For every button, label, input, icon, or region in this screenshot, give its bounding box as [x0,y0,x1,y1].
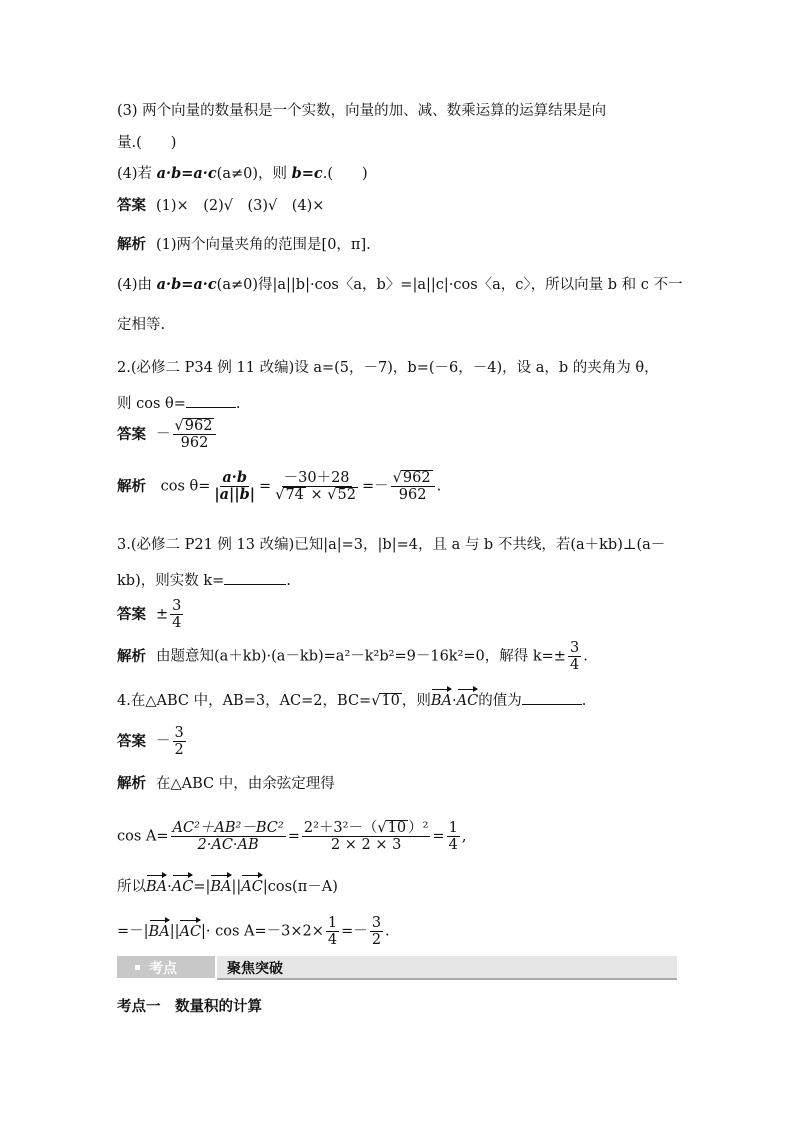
q3-line1 [117,101,606,121]
cos-a-formula: cos A= $\frac{\text{AC²＋AB²－BC²}}{2\cdot AC\cdot AB}$ = $\frac{\text{2²＋3²－（√10 ）²}}{2 \times 2 \times 3}$ = $\frac{1}{4}$ , [117,820,467,853]
vector-ac: AC [241,879,263,895]
answer3-fraction: $\frac{3}{4}$ [172,598,182,631]
problem3-line1 [117,535,665,555]
problem4-rad: 10 [381,693,400,709]
answer-label: 答案 [117,425,146,443]
problem3-text1: 3.(必修二 P21 例 13 改编)已知|a|=3，|b|=4，且 a 与 b 不共线，若(a＋kb)⊥(a－ [117,537,666,553]
answer4-fraction: $\frac{3}{2}$ [174,725,184,758]
analysis1-line [117,235,371,255]
analysis3-line: 解析 由题意知(a＋kb)·(a－kb)=a²－k²b²=9－16k²=0，解得 k=± $\frac{3}{4}$ . [117,640,588,673]
analysis4b-line [117,774,335,794]
analysis1-text: (1)两个向量夹角的范围是[0，π]. [156,237,371,253]
square-bullet-icon [135,965,140,970]
q4-mid: ，则 [258,166,292,182]
vector-ba: BA [146,879,168,895]
answer2-num: 962 [184,418,213,434]
cos-a-frac1: $\frac{\text{AC²＋AB²－BC²}}{2\cdot AC\cdot AB}$ [172,820,284,853]
answer-blank [186,393,236,408]
q3-line2 [117,133,176,153]
answer2-den: 962 [180,435,209,451]
step2-bar: || [169,923,180,940]
problem2-text2: 则 cos θ= [117,396,186,412]
vector-ba: BA [210,879,232,895]
q4-end: .( ) [322,166,368,182]
answer2-line [117,418,218,451]
answer-label: 答案 [117,197,146,214]
step1-bar: || [231,879,242,895]
problem2-text1: 2.(必修二 P34 例 11 改编)设 a=(5，－7)，b=(－6，－4)，设 a，b 的夹角为 θ， [117,360,659,376]
q4-concl: b=c [291,165,323,182]
analysis-label: 解析 [117,236,146,253]
answer4-line [117,725,188,758]
q4-pre: (4)若 [117,166,157,182]
analysis4-pre: (4)由 [117,277,157,293]
step2-frac1: $\frac{1}{4}$ [327,915,338,948]
q3-text2: 量.( ) [117,135,177,151]
problem4-line: 4.在△ABC 中，AB=3，AC=2，BC=√10 ，则BA·AC的值为 . [117,690,586,711]
problem2-line2: 则 cos θ= . [117,393,241,414]
vector-ac: AC [456,693,479,709]
section-heading [117,997,262,1017]
banner-tag: 考点 [149,961,177,977]
answer-label: 答案 [117,605,146,623]
answer3-line [117,598,185,631]
analysis2-frac3: $\frac{√962}{962}$ [391,470,435,503]
answer-label: 答案 [117,732,146,750]
analysis3-text: 由题意知(a＋kb)·(a－kb)=a²－k²b²=9－16k²=0，解得 k=± [156,648,566,665]
analysis4-text: (a≠0)得|a||b|·cos〈a，b〉=|a||c|·cos〈a，c〉，所以向量 b 和 c 不一 [216,277,683,293]
analysis-label: 解析 [117,775,146,792]
analysis4-line [117,275,683,295]
problem4-post: 的值为 [478,693,522,709]
problem2-line1 [117,358,659,378]
analysis2-lead: cos θ= [160,478,211,495]
analysis4-text2: 定相等. [117,317,166,333]
step2-mid: =－ [341,923,368,940]
answer-blank [224,570,286,585]
q4-cond: (a≠0) [216,166,259,182]
banner-title: 聚焦突破 [227,961,283,977]
step2-post: |· cos A=－3×2× [201,923,324,940]
section-banner [117,956,677,978]
analysis4b-text: 在△ABC 中，由余弦定理得 [156,776,335,792]
answer-blank [522,690,582,705]
problem4-pre: 4.在△ABC 中，AB=3，AC=2，BC= [117,693,372,709]
problem3-text2: kb)，则实数 k= [117,573,225,589]
q4-line [117,164,368,184]
step2-pre: =－| [117,923,149,940]
problem3-line2: kb)，则实数 k= . [117,570,291,591]
problem4-mid: ，则 [401,693,431,709]
step2-frac2: $\frac{3}{2}$ [371,915,382,948]
analysis2-frac2: $\frac{-30+28}{√74 \times √52}$ [275,470,356,503]
step1-line: 所以BA·AC=|BA||AC|cos(π－A) [117,879,338,895]
vector-ac: AC [171,879,194,895]
analysis3-fraction: $\frac{3}{4}$ [569,640,580,673]
analysis-label: 解析 [117,477,146,495]
answer1-text: (1)× (2)√ (3)√ (4)× [156,198,325,214]
cos-a-frac3: $\frac{1}{4}$ [448,820,458,853]
analysis2-line: 解析 cos θ= $\frac{a\cdot b}{|a||b|}$ = $\frac{-30+28}{√74 \times √52}$ =－ $\frac{√962}{962}$ . [117,469,442,503]
vector-ba: BA [148,923,170,940]
step2-line: =－|BA||AC|· cos A=－3×2× $\frac{1}{4}$ =－ $\frac{3}{2}$ . [117,915,390,948]
answer1-line [117,196,324,216]
vector-ac: AC [179,923,202,940]
vector-ba: BA [430,693,453,709]
banner-tag-box [117,956,215,978]
answer3-sign: ± [156,606,169,623]
cos-a-frac2: $\frac{\text{2²＋3²－（√10 ）²}}{2 \times 2 \times 3}$ [303,820,429,853]
answer4-sign: － [156,733,171,750]
q3-text1: (3) 两个向量的数量积是一个实数，向量的加、减、数乘运算的运算结果是向 [117,103,607,119]
analysis4-line2 [117,315,165,335]
analysis-label: 解析 [117,647,146,665]
answer2-sign: － [156,426,171,443]
analysis4-expr: a·b=a·c [156,276,217,293]
banner-title-box [217,956,677,980]
step1-pre: 所以 [117,879,146,895]
step1-post: |cos(π－A) [262,879,338,895]
step1-eq: =| [193,879,211,895]
section-title: 数量积的计算 [175,998,262,1015]
q4-expr: a·b=a·c [156,165,217,182]
analysis2-frac1: $\frac{a\cdot b}{|a||b|}$ [214,469,256,503]
section-label: 考点一 [117,998,161,1015]
answer2-fraction: $\frac{√962}{962}$ [173,418,217,451]
cos-a-lead: cos A= [117,828,169,845]
